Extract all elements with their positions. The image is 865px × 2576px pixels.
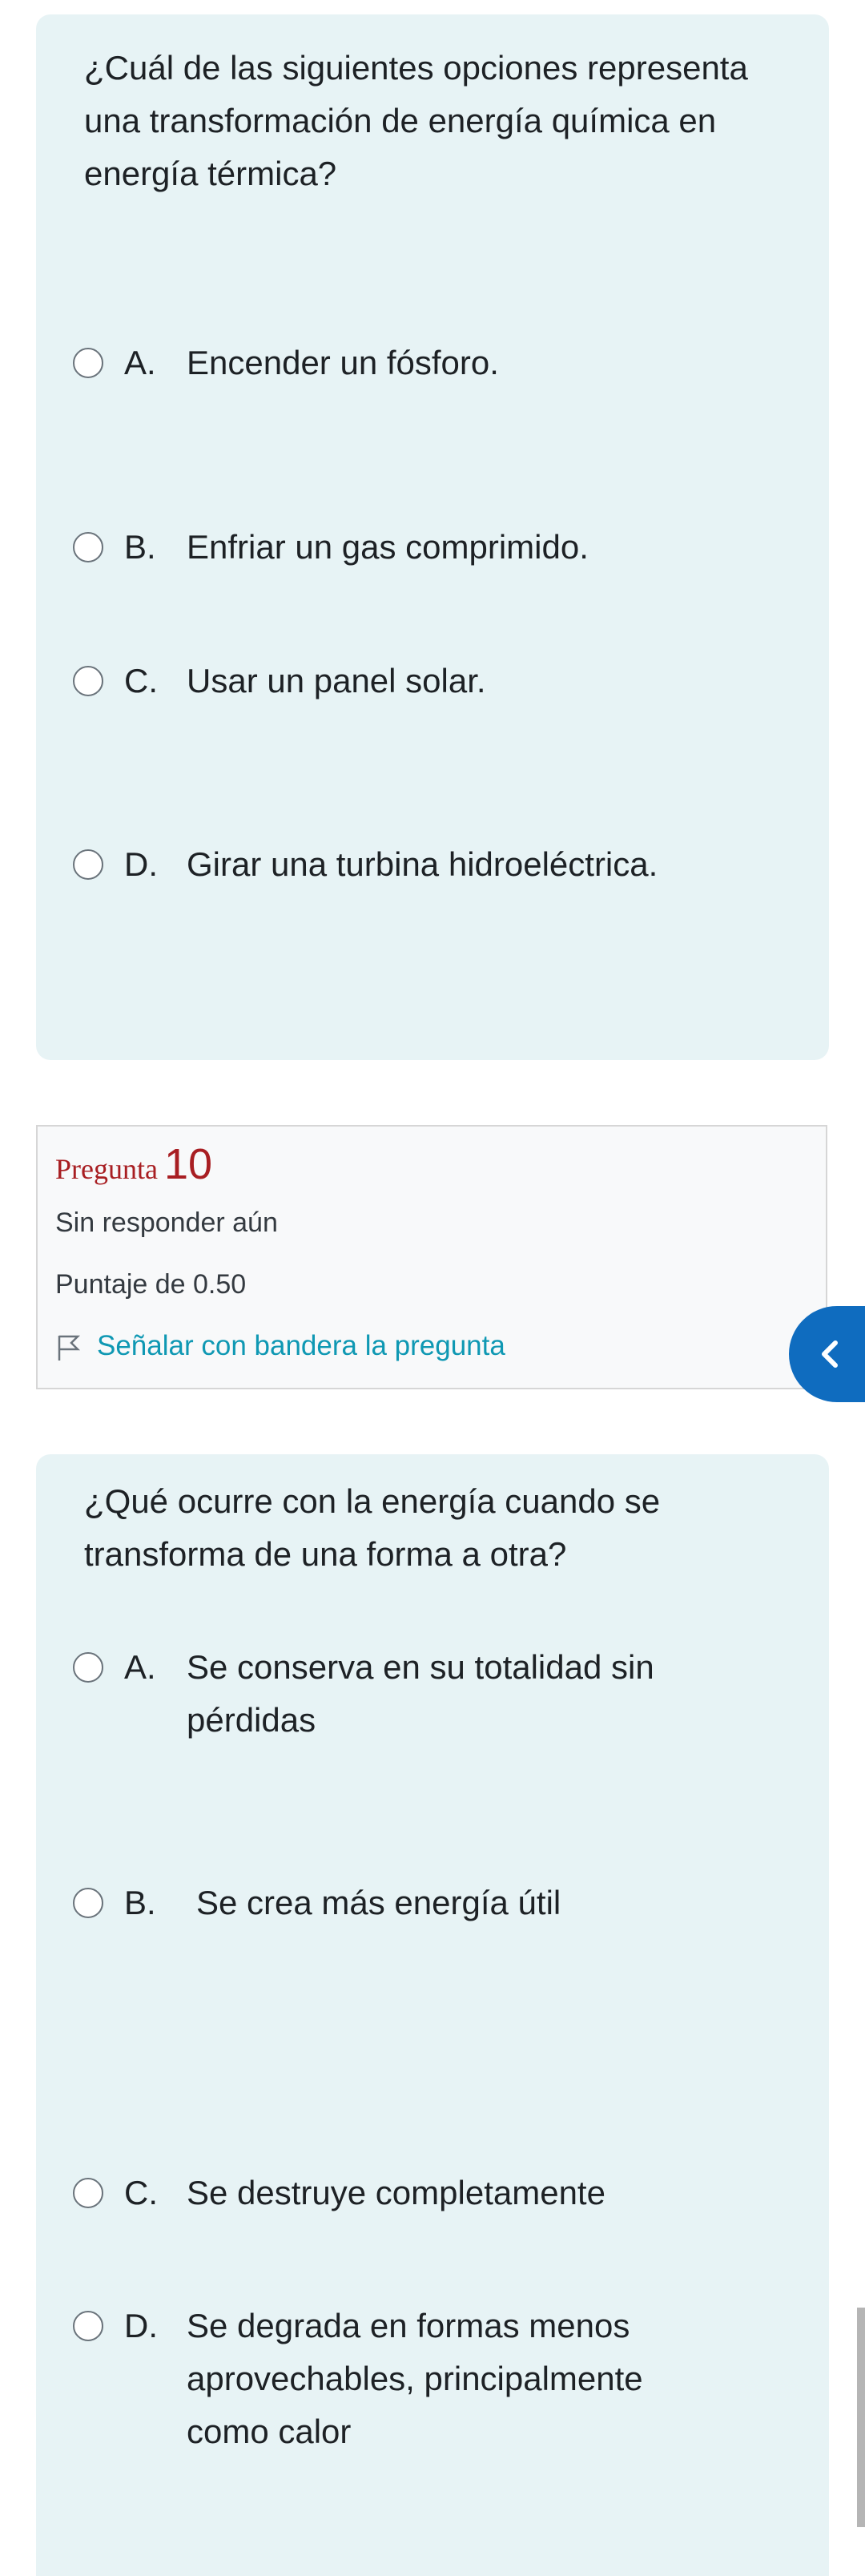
option-letter: C. xyxy=(124,662,158,699)
radio-button[interactable] xyxy=(73,348,103,378)
question-number: 10 xyxy=(163,1140,213,1188)
flag-icon xyxy=(55,1328,84,1364)
option-text: Usar un panel solar. xyxy=(187,662,486,699)
option-letter: A. xyxy=(124,1648,156,1686)
question-label: Pregunta xyxy=(55,1153,158,1185)
option-letter: D. xyxy=(124,845,158,883)
option-text: Se destruye completamente xyxy=(187,2174,606,2211)
question-grade: Puntaje de 0.50 xyxy=(55,1269,247,1300)
question-10-card xyxy=(36,1454,829,2576)
option-text: Se degrada en formas menos aprovechables, principalmente como calor xyxy=(187,2307,643,2450)
question-state: Sin responder aún xyxy=(55,1207,278,1238)
radio-button[interactable] xyxy=(73,1888,103,1918)
answer-option-d[interactable] xyxy=(36,838,741,894)
answer-option-d[interactable] xyxy=(36,2300,741,2460)
flag-label: Señalar con bandera la pregunta xyxy=(97,1330,505,1361)
option-letter: D. xyxy=(124,2307,158,2344)
option-text: Se crea más energía útil xyxy=(196,1884,561,1921)
radio-button[interactable] xyxy=(73,849,103,880)
radio-button[interactable] xyxy=(73,1652,103,1683)
option-text: Enfriar un gas comprimido. xyxy=(187,528,589,566)
option-text: Girar una turbina hidroeléctrica. xyxy=(187,845,658,883)
radio-button[interactable] xyxy=(73,666,103,696)
option-text: Encender un fósforo. xyxy=(187,344,499,381)
flag-question-link[interactable] xyxy=(55,1328,505,1364)
option-letter: B. xyxy=(124,1884,156,1921)
chevron-left-icon xyxy=(818,1338,842,1370)
page-scrollbar[interactable] xyxy=(857,2308,865,2527)
answer-option-a[interactable] xyxy=(36,1641,741,1753)
answer-option-c[interactable] xyxy=(36,2167,741,2223)
question-number-label xyxy=(55,1139,212,1194)
option-letter: B. xyxy=(124,528,156,566)
option-text: Se conserva en su totalidad sin pérdidas xyxy=(187,1648,654,1739)
radio-button[interactable] xyxy=(73,532,103,562)
radio-button[interactable] xyxy=(73,2178,103,2208)
question-text: ¿Cuál de las siguientes opciones representa una transformación de energía química en energía térmica? xyxy=(84,49,748,192)
radio-button[interactable] xyxy=(73,2311,103,2341)
answer-option-b[interactable] xyxy=(36,1877,741,1933)
answer-option-a[interactable] xyxy=(36,337,741,393)
answer-option-c[interactable] xyxy=(36,655,741,711)
question-9-card xyxy=(36,14,829,1060)
option-letter: C. xyxy=(124,2174,158,2211)
question-text: ¿Qué ocurre con la energía cuando se transforma de una forma a otra? xyxy=(84,1482,661,1573)
answer-option-b[interactable] xyxy=(36,521,741,577)
question-info xyxy=(36,1125,827,1389)
option-letter: A. xyxy=(124,344,156,381)
